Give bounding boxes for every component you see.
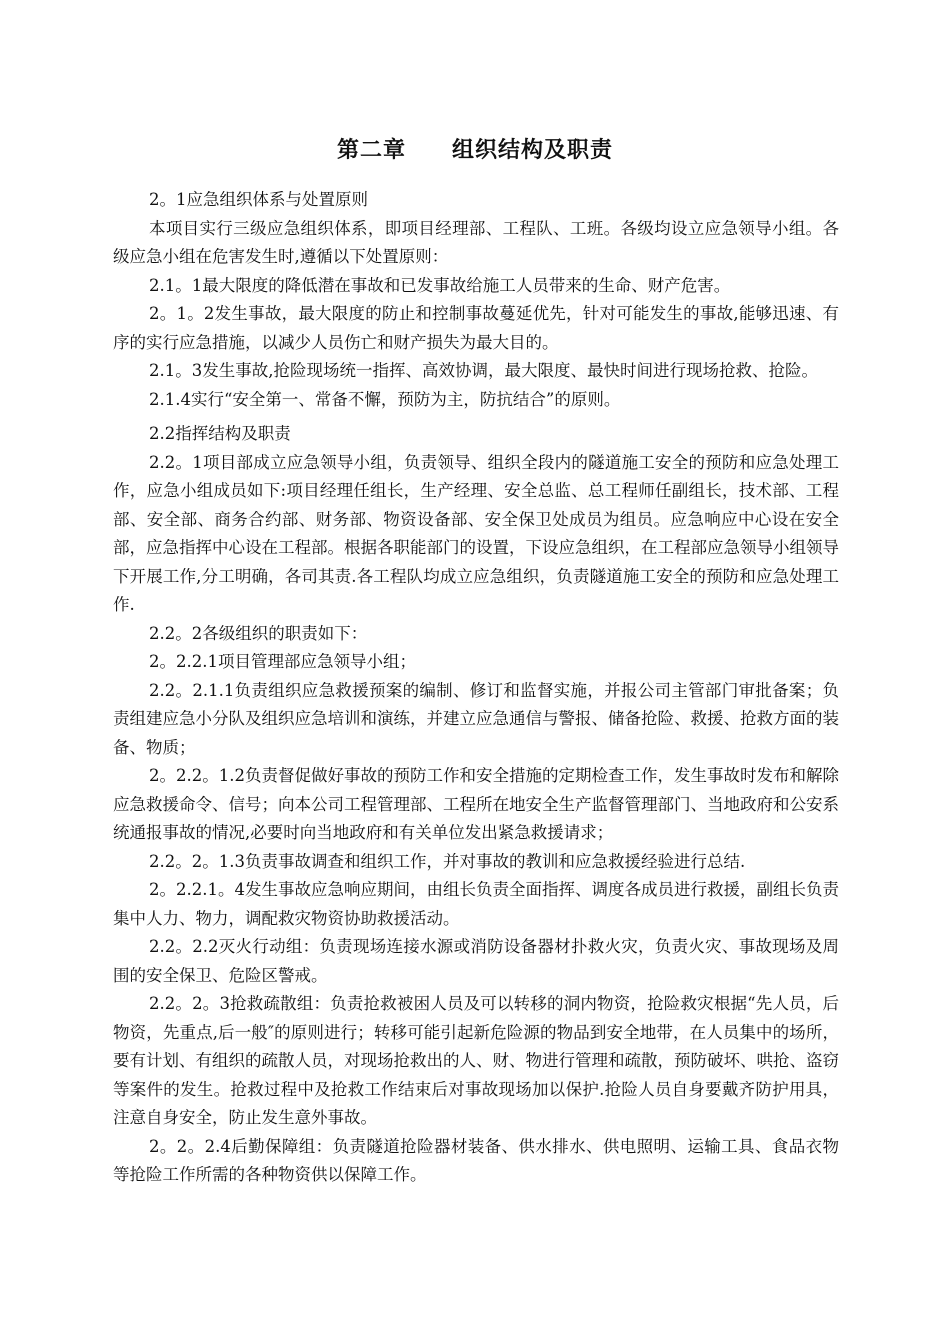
paragraph: 2。2.2。1.2负责督促做好事故的预防工作和安全措施的定期检查工作，发生事故时发布和解除应急救援命令、信号；向本公司工程管理部、工程所在地安全生产监督管理部门、当地政府和公安系统通报事故的情况,必要时向当地政府和有关单位发出紧急救援请求； xyxy=(113,766,839,842)
paragraph: 2.1。3发生事故,抢险现场统一指挥、高效协调，最大限度、最快时间进行现场抢救、抢险。 xyxy=(149,361,818,380)
paragraph: 2。2.2.1。4发生事故应急响应期间，由组长负责全面指挥、调度各成员进行救援，副组长负责集中人力、物力，调配救灾物资协助救援活动。 xyxy=(113,880,839,928)
paragraph: 2.2。2。1.3负责事故调查和组织工作，并对事故的教训和应急救援经验进行总结. xyxy=(149,851,746,871)
paragraph: 2。2.2.1项目管理部应急领导小组； xyxy=(149,652,416,671)
paragraph: 2。2。2.4后勤保障组：负责隧道抢险器材装备、供水排水、供电照明、运输工具、食品衣物等抢险工作所需的各种物资供以保障工作。 xyxy=(113,1136,839,1184)
paragraph: 2.2。1项目部成立应急领导小组，负责领导、组织全段内的隧道施工安全的预防和应急处理工作，应急小组成员如下:项目经理任组长，生产经理、安全总监、总工程师任副组长，技术部、工程部、安全部、商务合约部、财务部、物资设备部、安全保卫处成员为组员。应急响应中心设在安全部，应急指挥中心设在工程部。根据各职能部门的设置，下设应急组织，在工程部应急领导小组领导下开展工作,分工明确，各司其责.各工程队均成立应急组织，负责隧道施工安全的预防和应急处理工作. xyxy=(113,452,839,614)
paragraph: 本项目实行三级应急组织体系，即项目经理部、工程队、工班。各级均设立应急领导小组。各级应急小组在危害发生时,遵循以下处置原则： xyxy=(113,218,839,266)
chapter-title: 第二章 组织结构及职责 xyxy=(336,137,613,163)
paragraph: 2.2。2.2灭火行动组：负责现场连接水源或消防设备器材扑救火灾，负责火灾、事故现场及周围的安全保卫、危险区警戒。 xyxy=(113,937,839,985)
paragraph: 2.1。1最大限度的降低潜在事故和已发事故给施工人员带来的生命、财产危害。 xyxy=(149,275,731,295)
paragraph: 2.2。2各级组织的职责如下： xyxy=(149,623,368,643)
paragraph: 2.1.4实行“安全第一、常备不懈，预防为主，防抗结合”的原则。 xyxy=(149,389,621,409)
paragraph: 2.2。2.1.1负责组织应急救援预案的编制、修订和监督实施，并报公司主管部门审批备案；负责组建应急小分队及组织应急培训和演练，并建立应急通信与警报、储备抢险、救援、抢救方面的装备、物质； xyxy=(113,680,839,757)
paragraph: 2。1。2发生事故，最大限度的防止和控制事故蔓延优先，针对可能发生的事故,能够迅速、有序的实行应急措施，以减少人员伤亡和财产损失为最大目的。 xyxy=(113,304,839,352)
section-heading-2-2: 2.2指挥结构及职责 xyxy=(149,424,291,443)
body-text xyxy=(113,180,839,1190)
section-heading-2-1: 2。1应急组织体系与处置原则 xyxy=(149,190,368,209)
paragraph: 2.2。2。3抢救疏散组：负责抢救被困人员及可以转移的洞内物资，抢险救灾根据“先人员，后物资，先重点,后一般″的原则进行；转移可能引起新危险源的物品到安全地带，在人员集中的场所，要有计划、有组织的疏散人员，对现场抢救出的人、财、物进行管理和疏散，预防破坏、哄抢、盗窃等案件的发生。抢救过程中及抢救工作结束后对事故现场加以保护.抢险人员自身要戴齐防护用具，注意自身安全，防止发生意外事故。 xyxy=(113,994,839,1127)
